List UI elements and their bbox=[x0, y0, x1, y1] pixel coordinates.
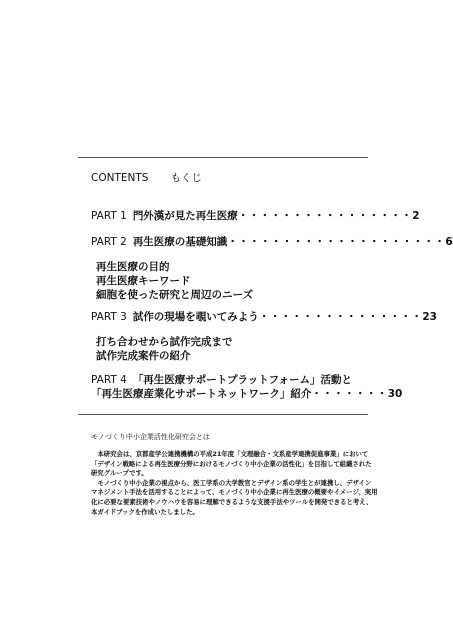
contents-heading-ja: もくじ bbox=[170, 172, 202, 184]
toc-leader: ・・・・・・・・・・・・・・・ bbox=[258, 311, 423, 323]
toc-page-number: 30 bbox=[387, 388, 403, 400]
about-line: マネジメント手法を活用することによって、モノづくり中小企業に再生医療の概要やイメージ、実用 bbox=[91, 488, 378, 497]
toc-subentry[interactable]: 再生医療の目的 bbox=[96, 261, 170, 273]
about-line: 本研究会は、京都産学公連携機構の平成21年度「文理融合・文系産学連携促進事業」において bbox=[91, 450, 369, 458]
toc-title: 門外漢が見た再生医療 bbox=[132, 210, 238, 222]
toc-subentry[interactable]: 再生医療キーワード bbox=[96, 275, 191, 287]
toc-page-number: 2 bbox=[412, 210, 420, 222]
bottom-divider bbox=[78, 414, 368, 415]
toc-title: 試作の現場を覗いてみよう bbox=[132, 311, 259, 323]
toc-page-number: 23 bbox=[422, 311, 437, 323]
toc-entry-part4-cont[interactable] bbox=[91, 386, 402, 401]
toc-leader: ・・・・・・・・・・・・・・・・・・・・ bbox=[227, 236, 446, 248]
about-body bbox=[91, 450, 378, 517]
top-divider bbox=[78, 157, 368, 158]
about-line: 本ガイドブックを作成いたしました。 bbox=[91, 507, 199, 516]
toc-subentry[interactable]: 細胞を使った研究と周辺のニーズ bbox=[96, 289, 253, 301]
about-line: 研究グループです。 bbox=[91, 469, 148, 478]
toc-leader: ・・・・・・・ bbox=[311, 388, 388, 400]
toc-leader: ・・・・・・・・・・・・・・・・ bbox=[237, 210, 413, 222]
toc-title: 再生医療の基礎知識 bbox=[132, 236, 228, 248]
toc-entry-part2[interactable] bbox=[91, 234, 453, 249]
contents-heading bbox=[91, 170, 202, 185]
contents-heading-en: CONTENTS bbox=[91, 172, 149, 184]
about-line: 「デザイン戦略による再生医療分野におけるモノづくり中小企業の活性化」を目指して組織された bbox=[91, 459, 372, 468]
toc-entry-part4[interactable] bbox=[91, 372, 352, 387]
about-line: 化に必要な要素技術やノウハウを容易に理解できるような支援手法やツールを開発できると考え、 bbox=[91, 497, 373, 506]
toc-subentry[interactable]: 打ち合わせから試作完成まで bbox=[96, 336, 233, 348]
toc-title-line2: 「再生医療産業化サポートネットワーク」紹介 bbox=[91, 388, 312, 400]
toc-part-label: PART 3 bbox=[91, 311, 127, 323]
toc-entry-part1[interactable] bbox=[91, 208, 420, 223]
toc-part-label: PART 1 bbox=[91, 210, 127, 222]
toc-page-number: 6 bbox=[445, 236, 453, 248]
toc-entry-part3[interactable] bbox=[91, 309, 437, 324]
about-heading: モノづくり中小企業活性化研究会とは bbox=[91, 433, 210, 441]
about-line: モノづくり中小企業の視点から、医工学系の大学教官とデザイン系の学生とが連携し、デザイン bbox=[91, 478, 372, 487]
toc-title-line1: 「再生医療サポートプラットフォーム」活動と bbox=[132, 374, 352, 386]
toc-subentry[interactable]: 試作完成案件の紹介 bbox=[96, 350, 191, 362]
toc-part-label: PART 4 bbox=[91, 374, 127, 386]
toc-part-label: PART 2 bbox=[91, 236, 127, 248]
